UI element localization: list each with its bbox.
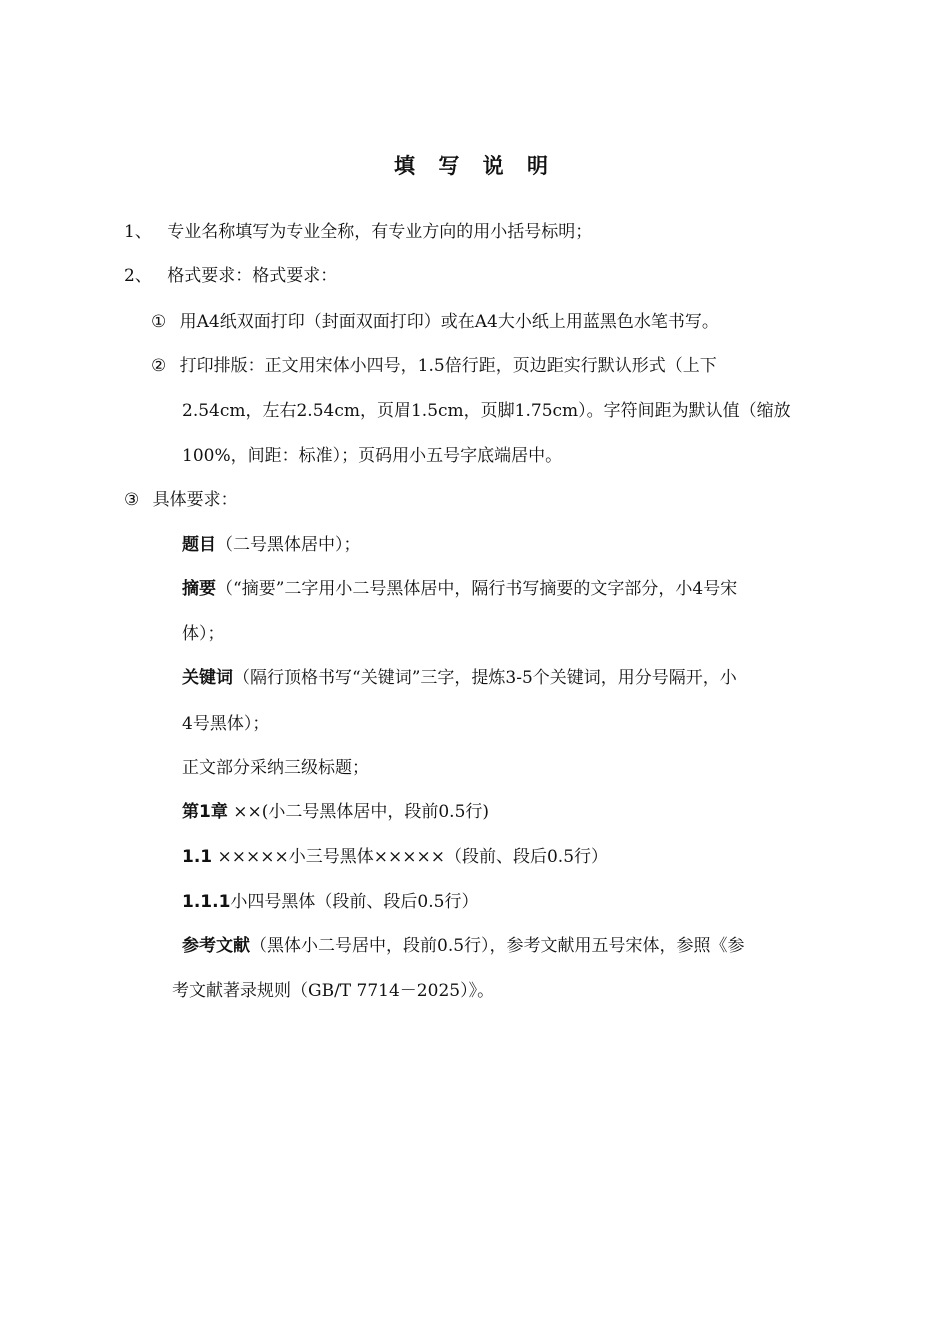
sub-item-3	[124, 489, 238, 511]
item-1	[124, 221, 592, 243]
item-2	[124, 265, 337, 287]
req-keywords-text-1: （隔行顶格书写“关键词”三字，提炼3-5个关键词，用分号隔开，小	[233, 668, 737, 688]
sub-item-1-text: 用A4纸双面打印（封面双面打印）或在A4大小纸上用蓝黑色水笔书写。	[179, 312, 719, 332]
sub-item-2-line-3: 100%，间距：标准）；页码用小五号字底端居中。	[182, 446, 563, 466]
req-keywords-label: 关键词	[182, 668, 233, 688]
req-heading-1-1-1-label: 1.1.1	[182, 892, 231, 912]
sub-item-3-marker: ③	[124, 490, 140, 510]
req-title-text: （二号黑体居中）；	[216, 535, 361, 555]
page-title: 填 写 说 明	[394, 154, 556, 178]
req-references-text-1: （黑体小二号居中，段前0.5行），参考文献用五号宋体，参照《参	[250, 936, 745, 956]
sub-item-1-marker: ①	[151, 312, 167, 332]
req-references-line-2: 考文献著录规则（GB/T 7714－2025）》。	[172, 981, 495, 1001]
item-1-text: 专业名称填写为专业全称，有专业方向的用小括号标明；	[167, 222, 593, 242]
req-chapter-1-label: 第1章	[182, 802, 228, 822]
req-references-line-1	[182, 935, 745, 957]
req-heading-1-1-text: ×××××小三号黑体×××××（段前、段后0.5行）	[212, 847, 609, 867]
req-chapter-1	[182, 801, 489, 823]
req-abstract-line-2: 体）；	[182, 624, 225, 644]
sub-item-3-text: 具体要求：	[152, 490, 238, 510]
item-2-marker: 2、	[124, 266, 152, 286]
sub-item-2-marker: ②	[151, 356, 167, 376]
req-abstract-line-1	[182, 578, 737, 600]
req-body: 正文部分采纳三级标题；	[182, 758, 369, 778]
sub-item-2-text-1: 打印排版：正文用宋体小四号，1.5倍行距，页边距实行默认形式（上下	[179, 356, 717, 376]
sub-item-2-line-2: 2.54cm，左右2.54cm，页眉1.5cm，页脚1.75cm）。字符间距为默认值（缩放	[182, 401, 791, 421]
req-heading-1-1-1-text: 小四号黑体（段前、段后0.5行）	[230, 892, 479, 912]
req-abstract-label: 摘要	[182, 579, 216, 599]
item-1-marker: 1、	[124, 222, 152, 242]
req-heading-1-1-1	[182, 891, 478, 913]
req-title	[182, 534, 361, 556]
sub-item-1	[151, 311, 719, 333]
req-keywords-line-1	[182, 667, 737, 689]
req-abstract-text-1: （“摘要”二字用小二号黑体居中，隔行书写摘要的文字部分，小4号宋	[216, 579, 738, 599]
req-chapter-1-text: ××(小二号黑体居中，段前0.5行)	[227, 802, 490, 822]
req-heading-1-1-label: 1.1	[182, 847, 213, 867]
req-keywords-line-2: 4号黑体）；	[182, 714, 270, 734]
item-2-text: 格式要求：格式要求：	[167, 266, 338, 286]
req-title-label: 题目	[182, 535, 216, 555]
sub-item-2-line-1	[151, 355, 717, 377]
req-heading-1-1	[182, 846, 608, 868]
req-references-label: 参考文献	[182, 936, 250, 956]
